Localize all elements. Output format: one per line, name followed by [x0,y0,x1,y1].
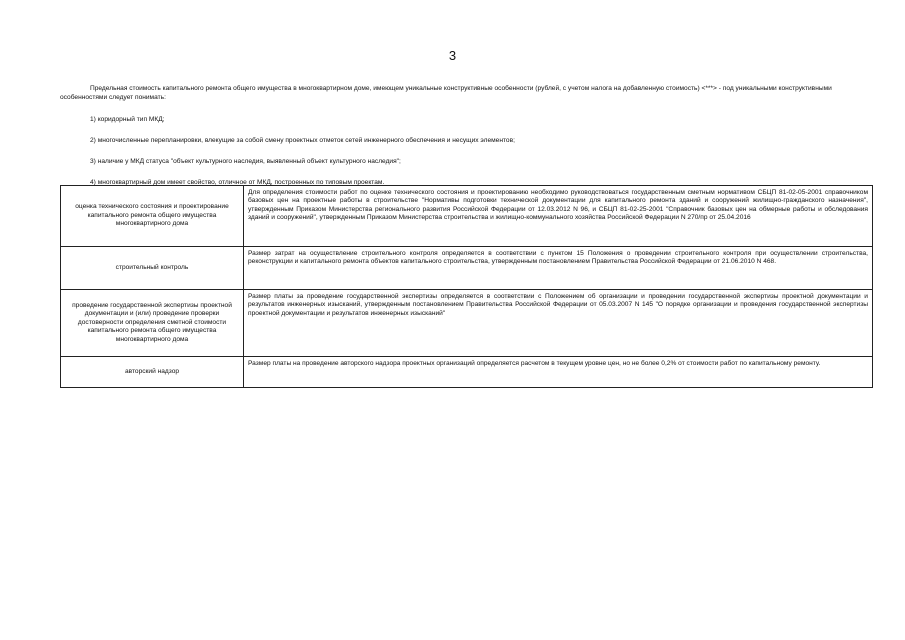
table-row [61,186,873,247]
cost-method-cell: Размер платы на проведение авторского надзора проектных организаций определяется расчетом в текущем уровне цен, но не более 0,2% от стоимости работ по капитальному ремонту. [244,357,873,388]
intro-paragraph: Предельная стоимость капитального ремонта общего имущества в многоквартирном доме, имеющем уникальные конструктивные особенности (рублей, с учетом налога на добавленную стоимость) <***> - под уникальными конструктивными особенностями следует понимать: [60,85,832,101]
table-row [61,357,873,388]
page-number: 3 [448,48,457,63]
table-row [61,290,873,357]
intro-section [60,84,875,199]
cost-method-cell: Для определения стоимости работ по оценке технического состояния и проектированию необходимо руководствоваться государственным сметным нормативом СБЦП 81-02-05-2001 справочником базовых цен на проектные работы в строительстве "Нормативы подготовки технической документации для капитального ремонта зданий и сооружений жилищно-гражданского назначения", утвержденным Приказом Министерства регионального развития Российской Федерации от 12.03.2012 N 96, и СБЦП 81-02-25-2001 "Справочник базовых цен на обмерные работы и обследования зданий и сооружений", утвержденным Приказом Министерства строительства и жилищно-коммунального хозяйства Российской Федерации N 270/пр от 25.04.2016 [244,186,873,247]
work-type-cell: авторский надзор [61,357,244,388]
work-type-cell: строительный контроль [61,247,244,290]
list-item: 1) коридорный тип МКД; [90,116,165,123]
table-row [61,247,873,290]
work-type-cell: проведение государственной экспертизы проектной документации и (или) проведение проверки достоверности определения сметной стоимости капитального ремонта общего имущества многоквартирного дома [61,290,244,357]
list-item: 2) многочисленные перепланировки, влекущие за собой смену проектных отметок сетей инженерного обеспечения и несущих элементов; [90,137,515,144]
list-item: 4) многоквартирный дом имеет свойство, отличное от МКД, построенных по типовым проектам. [90,179,385,186]
list-item: 3) наличие у МКД статуса "объект культурного наследия, выявленный объект культурного наследия"; [90,158,401,165]
cost-method-cell: Размер платы за проведение государственной экспертизы определяется в соответствии с Положением об организации и проведении государственной экспертизы проектной документации и результатов инженерных изысканий, утвержденным постановлением Правительства Российской Федерации от 05.03.2007 N 145 "О порядке организации и проведения государственной экспертизы проектной документации и результатов инженерных изысканий" [244,290,873,357]
cost-method-cell: Размер затрат на осуществление строительного контроля определяется в соответствии с пунктом 15 Положения о проведении строительного контроля при осуществлении строительства, реконструкции и капитального ремонта объектов капитального строительства, утвержденным постановлением Правительства Российской Федерации от 21.06.2010 N 468. [244,247,873,290]
cost-table [60,185,873,388]
work-type-cell: оценка технического состояния и проектирование капитального ремонта общего имущества многоквартирного дома [61,186,244,247]
